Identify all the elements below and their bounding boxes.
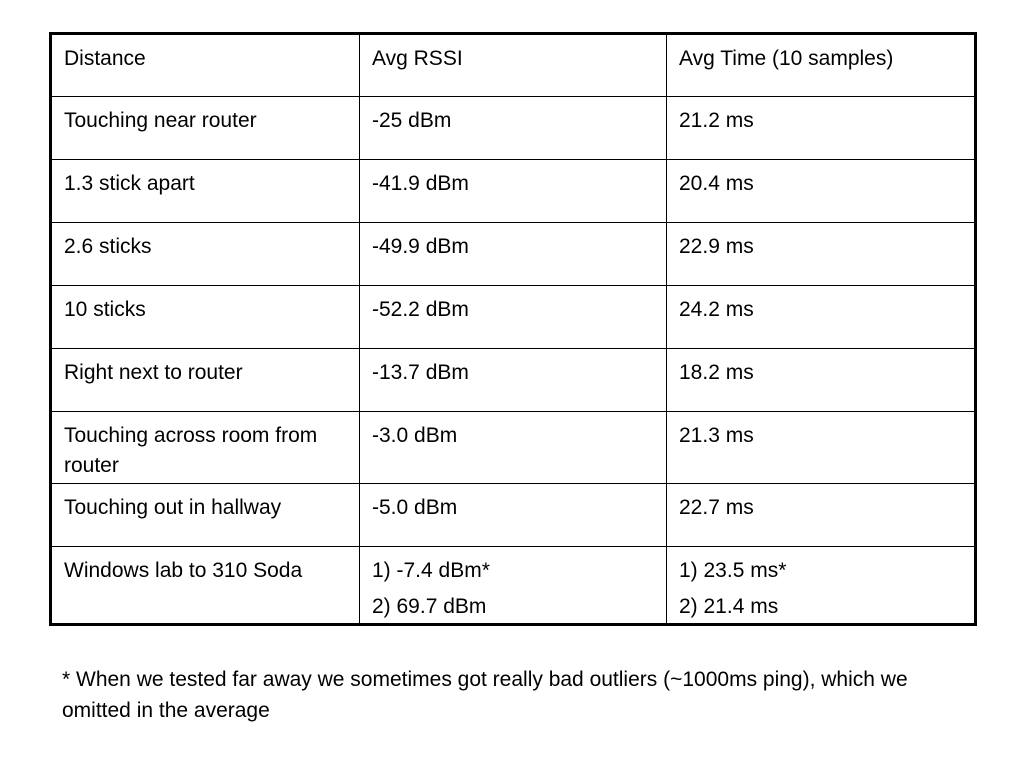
rssi-cell: -52.2 dBm [360, 286, 667, 349]
distance-cell: 10 sticks [51, 286, 360, 349]
time-line-2: 2) 21.4 ms [679, 595, 779, 618]
distance-cell: 2.6 sticks [51, 223, 360, 286]
table-row [51, 160, 976, 223]
distance-cell: Right next to router [51, 349, 360, 412]
time-cell: 24.2 ms [667, 286, 976, 349]
time-cell: 20.4 ms [667, 160, 976, 223]
rssi-cell: -5.0 dBm [360, 484, 667, 547]
results-table [49, 32, 977, 626]
distance-text: Windows lab to 310 Soda [64, 559, 303, 582]
distance-cell: Touching out in hallway [51, 484, 360, 547]
table-row [51, 286, 976, 349]
rssi-cell: -3.0 dBm [360, 412, 667, 484]
rssi-cell: -49.9 dBm [360, 223, 667, 286]
distance-text: Touching across room from router [64, 424, 318, 477]
time-line-1: 1) 23.5 ms* [679, 559, 787, 582]
rssi-cell: -13.7 dBm [360, 349, 667, 412]
distance-cell: 1.3 stick apart [51, 160, 360, 223]
header-distance: Distance [51, 34, 360, 97]
table-row [51, 349, 976, 412]
header-avg-rssi: Avg RSSI [360, 34, 667, 97]
header-avg-time: Avg Time (10 samples) [667, 34, 976, 97]
distance-cell [51, 547, 360, 625]
rssi-cell [360, 547, 667, 625]
table-row [51, 547, 976, 625]
table-row [51, 484, 976, 547]
footnote: * When we tested far away we sometimes got really bad outliers (~1000ms ping), which we omitted in the average [62, 668, 908, 722]
time-cell: 18.2 ms [667, 349, 976, 412]
table-row [51, 97, 976, 160]
distance-cell [51, 412, 360, 484]
time-cell: 22.7 ms [667, 484, 976, 547]
table-row [51, 223, 976, 286]
time-cell: 21.3 ms [667, 412, 976, 484]
time-cell: 22.9 ms [667, 223, 976, 286]
rssi-line-1: 1) -7.4 dBm* [372, 559, 490, 582]
rssi-line-2: 2) 69.7 dBm [372, 595, 487, 618]
distance-cell: Touching near router [51, 97, 360, 160]
table-row [51, 412, 976, 484]
table-header-row [51, 34, 976, 97]
time-cell [667, 547, 976, 625]
time-cell: 21.2 ms [667, 97, 976, 160]
rssi-cell: -41.9 dBm [360, 160, 667, 223]
rssi-cell: -25 dBm [360, 97, 667, 160]
